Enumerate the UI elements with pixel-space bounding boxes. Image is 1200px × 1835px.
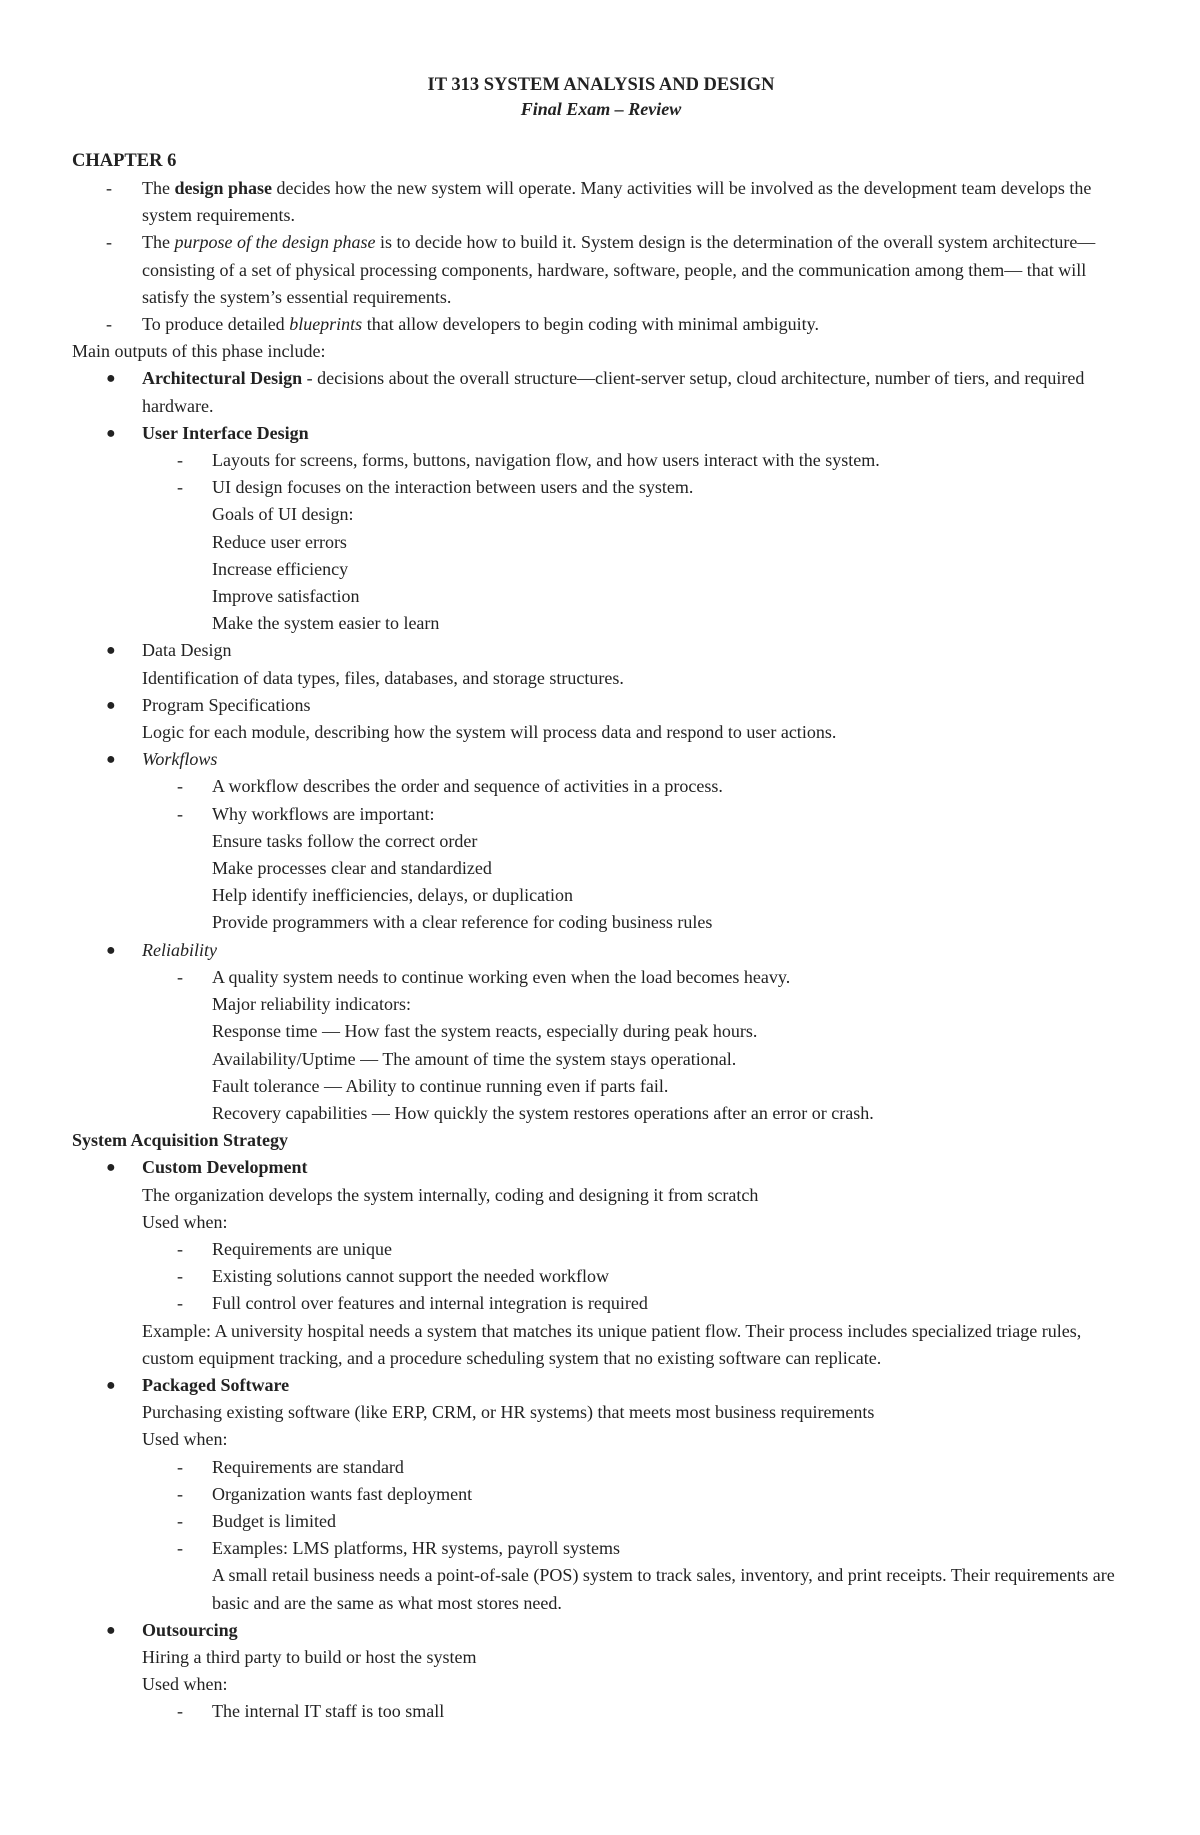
bullet-marker: ●	[106, 941, 116, 959]
bullet-marker: ●	[106, 370, 116, 388]
outputs-label: Main outputs of this phase include:	[72, 341, 326, 362]
bullet-marker: ●	[106, 1159, 116, 1177]
document-title: IT 313 SYSTEM ANALYSIS AND DESIGN	[427, 75, 775, 95]
list-item: Reduce user errors	[212, 531, 347, 552]
output-title: Program Specifications	[142, 694, 311, 715]
custom-conditions	[72, 1236, 1130, 1318]
intro-item-design-phase: - The design phase decides how the new system will operate. Many activities will be involved as the development team develops the system requirements.	[72, 175, 1130, 229]
list-item: Make the system easier to learn	[212, 613, 440, 634]
list-item: - Organization wants fast deployment	[72, 1481, 1130, 1508]
dash-marker: -	[177, 1238, 183, 1259]
packaged-conditions	[72, 1454, 1130, 1617]
output-program-specifications	[72, 692, 1130, 746]
list-item: - A workflow describes the order and sequence of activities in a process.	[72, 773, 1130, 800]
reliability-indicators-label: Major reliability indicators:	[212, 994, 411, 1015]
workflows-sublist	[72, 773, 1130, 827]
list-item: - A quality system needs to continue working even when the load becomes heavy.	[72, 964, 1130, 991]
list-item: Fault tolerance — Ability to continue running even if parts fail.	[212, 1075, 669, 1096]
list-item: Increase efficiency	[212, 558, 349, 579]
output-architectural-design: ● Architectural Design - decisions about the overall structure—client-server setup, cloud architecture, number of tiers, and required hardware.	[72, 365, 1130, 419]
bullet-marker: ●	[106, 1376, 116, 1394]
list-item: Availability/Uptime — The amount of time the system stays operational.	[212, 1048, 737, 1069]
dash-marker: -	[177, 1293, 183, 1314]
dash-marker: -	[177, 803, 183, 824]
acquisition-list	[72, 1154, 1130, 1725]
list-item: - Full control over features and internal integration is required	[72, 1290, 1130, 1317]
output-reliability	[72, 937, 1130, 1127]
term-purpose: purpose of the design phase	[174, 232, 376, 253]
dash-marker: -	[177, 1538, 183, 1559]
dash-marker: -	[177, 1483, 183, 1504]
list-item: Ensure tasks follow the correct order	[212, 830, 478, 851]
output-title: Workflows	[142, 749, 218, 770]
custom-example: Example: A university hospital needs a system that matches its unique patient flow. Their process includes specialized triage rules, custom equipment tracking, and a procedure scheduling system that no existing software can replicate.	[142, 1320, 1082, 1368]
list-item: - Budget is limited	[72, 1508, 1130, 1535]
bullet-marker: ●	[106, 751, 116, 769]
dash-marker: -	[177, 1701, 183, 1722]
dash-marker: -	[177, 776, 183, 797]
intro-item-blueprints: - To produce detailed blueprints that allow developers to begin coding with minimal ambiguity.	[72, 311, 1130, 338]
bullet-marker: ●	[106, 1621, 116, 1639]
outsourcing-conditions	[72, 1698, 1130, 1725]
output-workflows	[72, 746, 1130, 936]
dash-marker: -	[106, 232, 112, 253]
strategy-custom-development	[72, 1154, 1130, 1372]
reliability-sublist	[72, 964, 1130, 991]
bullet-marker: ●	[106, 642, 116, 660]
used-when-label: Used when:	[142, 1674, 228, 1695]
output-desc: Identification of data types, files, databases, and storage structures.	[142, 667, 624, 688]
dash-marker: -	[177, 450, 183, 471]
list-item: - Layouts for screens, forms, buttons, navigation flow, and how users interact with the system.	[72, 447, 1130, 474]
output-title: User Interface Design	[142, 422, 309, 443]
list-item: Response time — How fast the system reacts, especially during peak hours.	[212, 1021, 758, 1042]
ui-goals-label: Goals of UI design:	[212, 504, 354, 525]
bullet-marker: ●	[106, 424, 116, 442]
dash-marker: -	[177, 1510, 183, 1531]
list-item: - The internal IT staff is too small	[72, 1698, 1130, 1725]
strategy-outsourcing	[72, 1617, 1130, 1726]
chapter-heading: CHAPTER 6	[72, 151, 177, 171]
list-item: - Requirements are unique	[72, 1236, 1130, 1263]
dash-marker: -	[106, 178, 112, 198]
list-item: - Requirements are standard	[72, 1454, 1130, 1481]
list-item: - Existing solutions cannot support the needed workflow	[72, 1263, 1130, 1290]
document-subtitle: Final Exam – Review	[520, 99, 682, 119]
strategy-desc: Hiring a third party to build or host the system	[142, 1646, 477, 1667]
strategy-desc: The organization develops the system internally, coding and designing it from scratch	[142, 1184, 759, 1205]
output-title: Data Design	[142, 640, 232, 661]
term-design-phase: design phase	[174, 178, 273, 198]
used-when-label: Used when:	[142, 1211, 228, 1232]
dash-marker: -	[106, 314, 112, 335]
dash-marker: -	[177, 477, 183, 498]
output-title: Architectural Design	[142, 368, 303, 389]
output-data-design	[72, 637, 1130, 691]
list-item: - Why workflows are important:	[72, 801, 1130, 828]
strategy-desc: Purchasing existing software (like ERP, CRM, or HR systems) that meets most business requirements	[142, 1402, 875, 1423]
packaged-example: A small retail business needs a point-of-sale (POS) system to track sales, inventory, and print receipts. Their requirements are basic and are the same as what most stores need.	[212, 1565, 1115, 1613]
used-when-label: Used when:	[142, 1429, 228, 1450]
output-desc: Logic for each module, describing how the system will process data and respond to user actions.	[142, 722, 837, 743]
term-blueprints: blueprints	[289, 314, 363, 335]
list-item: Make processes clear and standardized	[212, 858, 492, 879]
list-item: - UI design focuses on the interaction between users and the system.	[72, 474, 1130, 501]
ui-design-sublist	[72, 447, 1130, 501]
list-item: Help identify inefficiencies, delays, or duplication	[212, 885, 574, 906]
intro-list	[72, 175, 1130, 338]
intro-item-purpose: - The purpose of the design phase is to decide how to build it. System design is the determination of the overall system architecture— consisting of a set of physical processing components, hardware, software, people, and the communication among them— that will satisfy the system’s essential requirements.	[72, 229, 1130, 311]
dash-marker: -	[177, 1456, 183, 1477]
list-item: Provide programmers with a clear reference for coding business rules	[212, 912, 713, 933]
acquisition-heading: System Acquisition Strategy	[72, 1130, 288, 1151]
dash-marker: -	[177, 966, 183, 987]
strategy-title: Packaged Software	[142, 1374, 290, 1395]
dash-marker: -	[177, 1266, 183, 1287]
outputs-list	[72, 365, 1130, 1127]
output-ui-design	[72, 420, 1130, 638]
list-item: - Examples: LMS platforms, HR systems, payroll systems A small retail business needs a point-of-sale (POS) system to track sales, inventory, and print receipts. Their requirements are basic and are the same as what most stores need.	[72, 1535, 1130, 1617]
output-title: Reliability	[142, 939, 217, 960]
strategy-title: Outsourcing	[142, 1619, 238, 1640]
strategy-packaged-software	[72, 1372, 1130, 1617]
list-item: Recovery capabilities — How quickly the system restores operations after an error or crash.	[212, 1102, 874, 1123]
strategy-title: Custom Development	[142, 1157, 308, 1178]
list-item: Improve satisfaction	[212, 586, 360, 607]
bullet-marker: ●	[106, 696, 116, 714]
